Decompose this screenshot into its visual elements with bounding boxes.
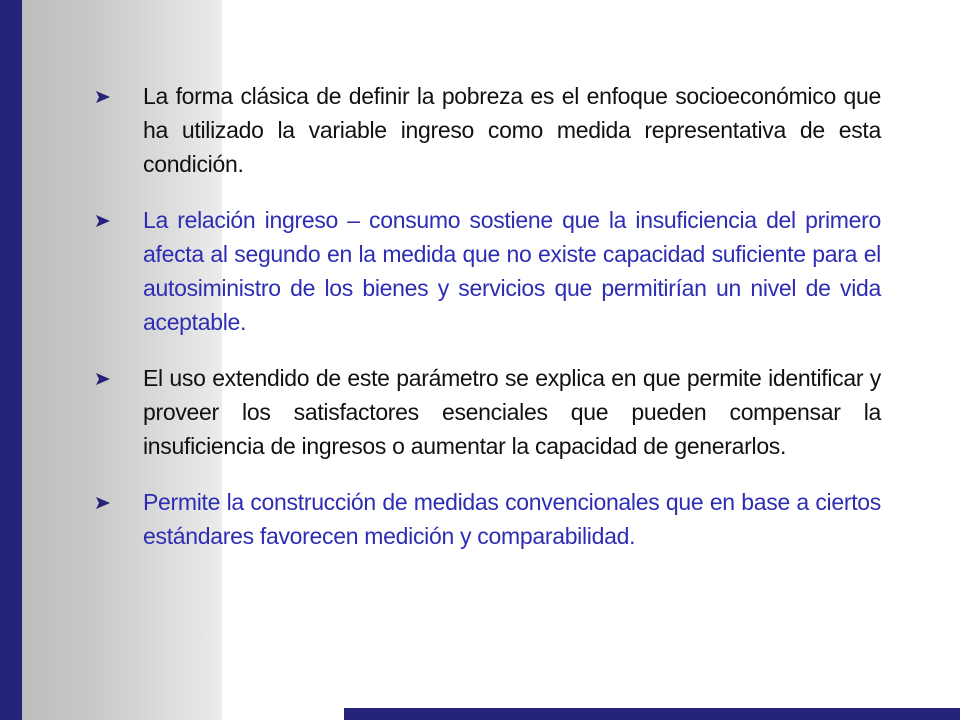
arrow-bullet-icon [95,372,111,386]
bullet-list [93,79,881,575]
bullet-text: Permite la construcción de medidas convencionales que en base a ciertos estándares favorecen medición y comparabilidad. [143,489,881,549]
bullet-text: El uso extendido de este parámetro se explica en que permite identificar y proveer los satisfactores esenciales que pueden compensar la insuficiencia de ingresos o aumentar la capacidad de generarlos. [143,365,881,459]
bullet-item-2 [93,203,881,339]
arrow-bullet-icon [95,214,111,228]
bullet-text: La relación ingreso – consumo sostiene que la insuficiencia del primero afecta al segundo en la medida que no existe capacidad suficiente para el autosiministro de los bienes y servicios que permitirían un nivel de vida aceptable. [143,207,881,335]
arrow-bullet-icon [95,90,111,104]
bullet-item-3 [93,361,881,463]
bullet-item-1 [93,79,881,181]
bullet-text: La forma clásica de definir la pobreza es el enfoque socioeconómico que ha utilizado la variable ingreso como medida representativa de esta condición. [143,83,881,177]
bottom-accent-bar [344,708,960,720]
bullet-item-4 [93,485,881,553]
arrow-bullet-icon [95,496,111,510]
left-accent-bar [0,0,22,720]
